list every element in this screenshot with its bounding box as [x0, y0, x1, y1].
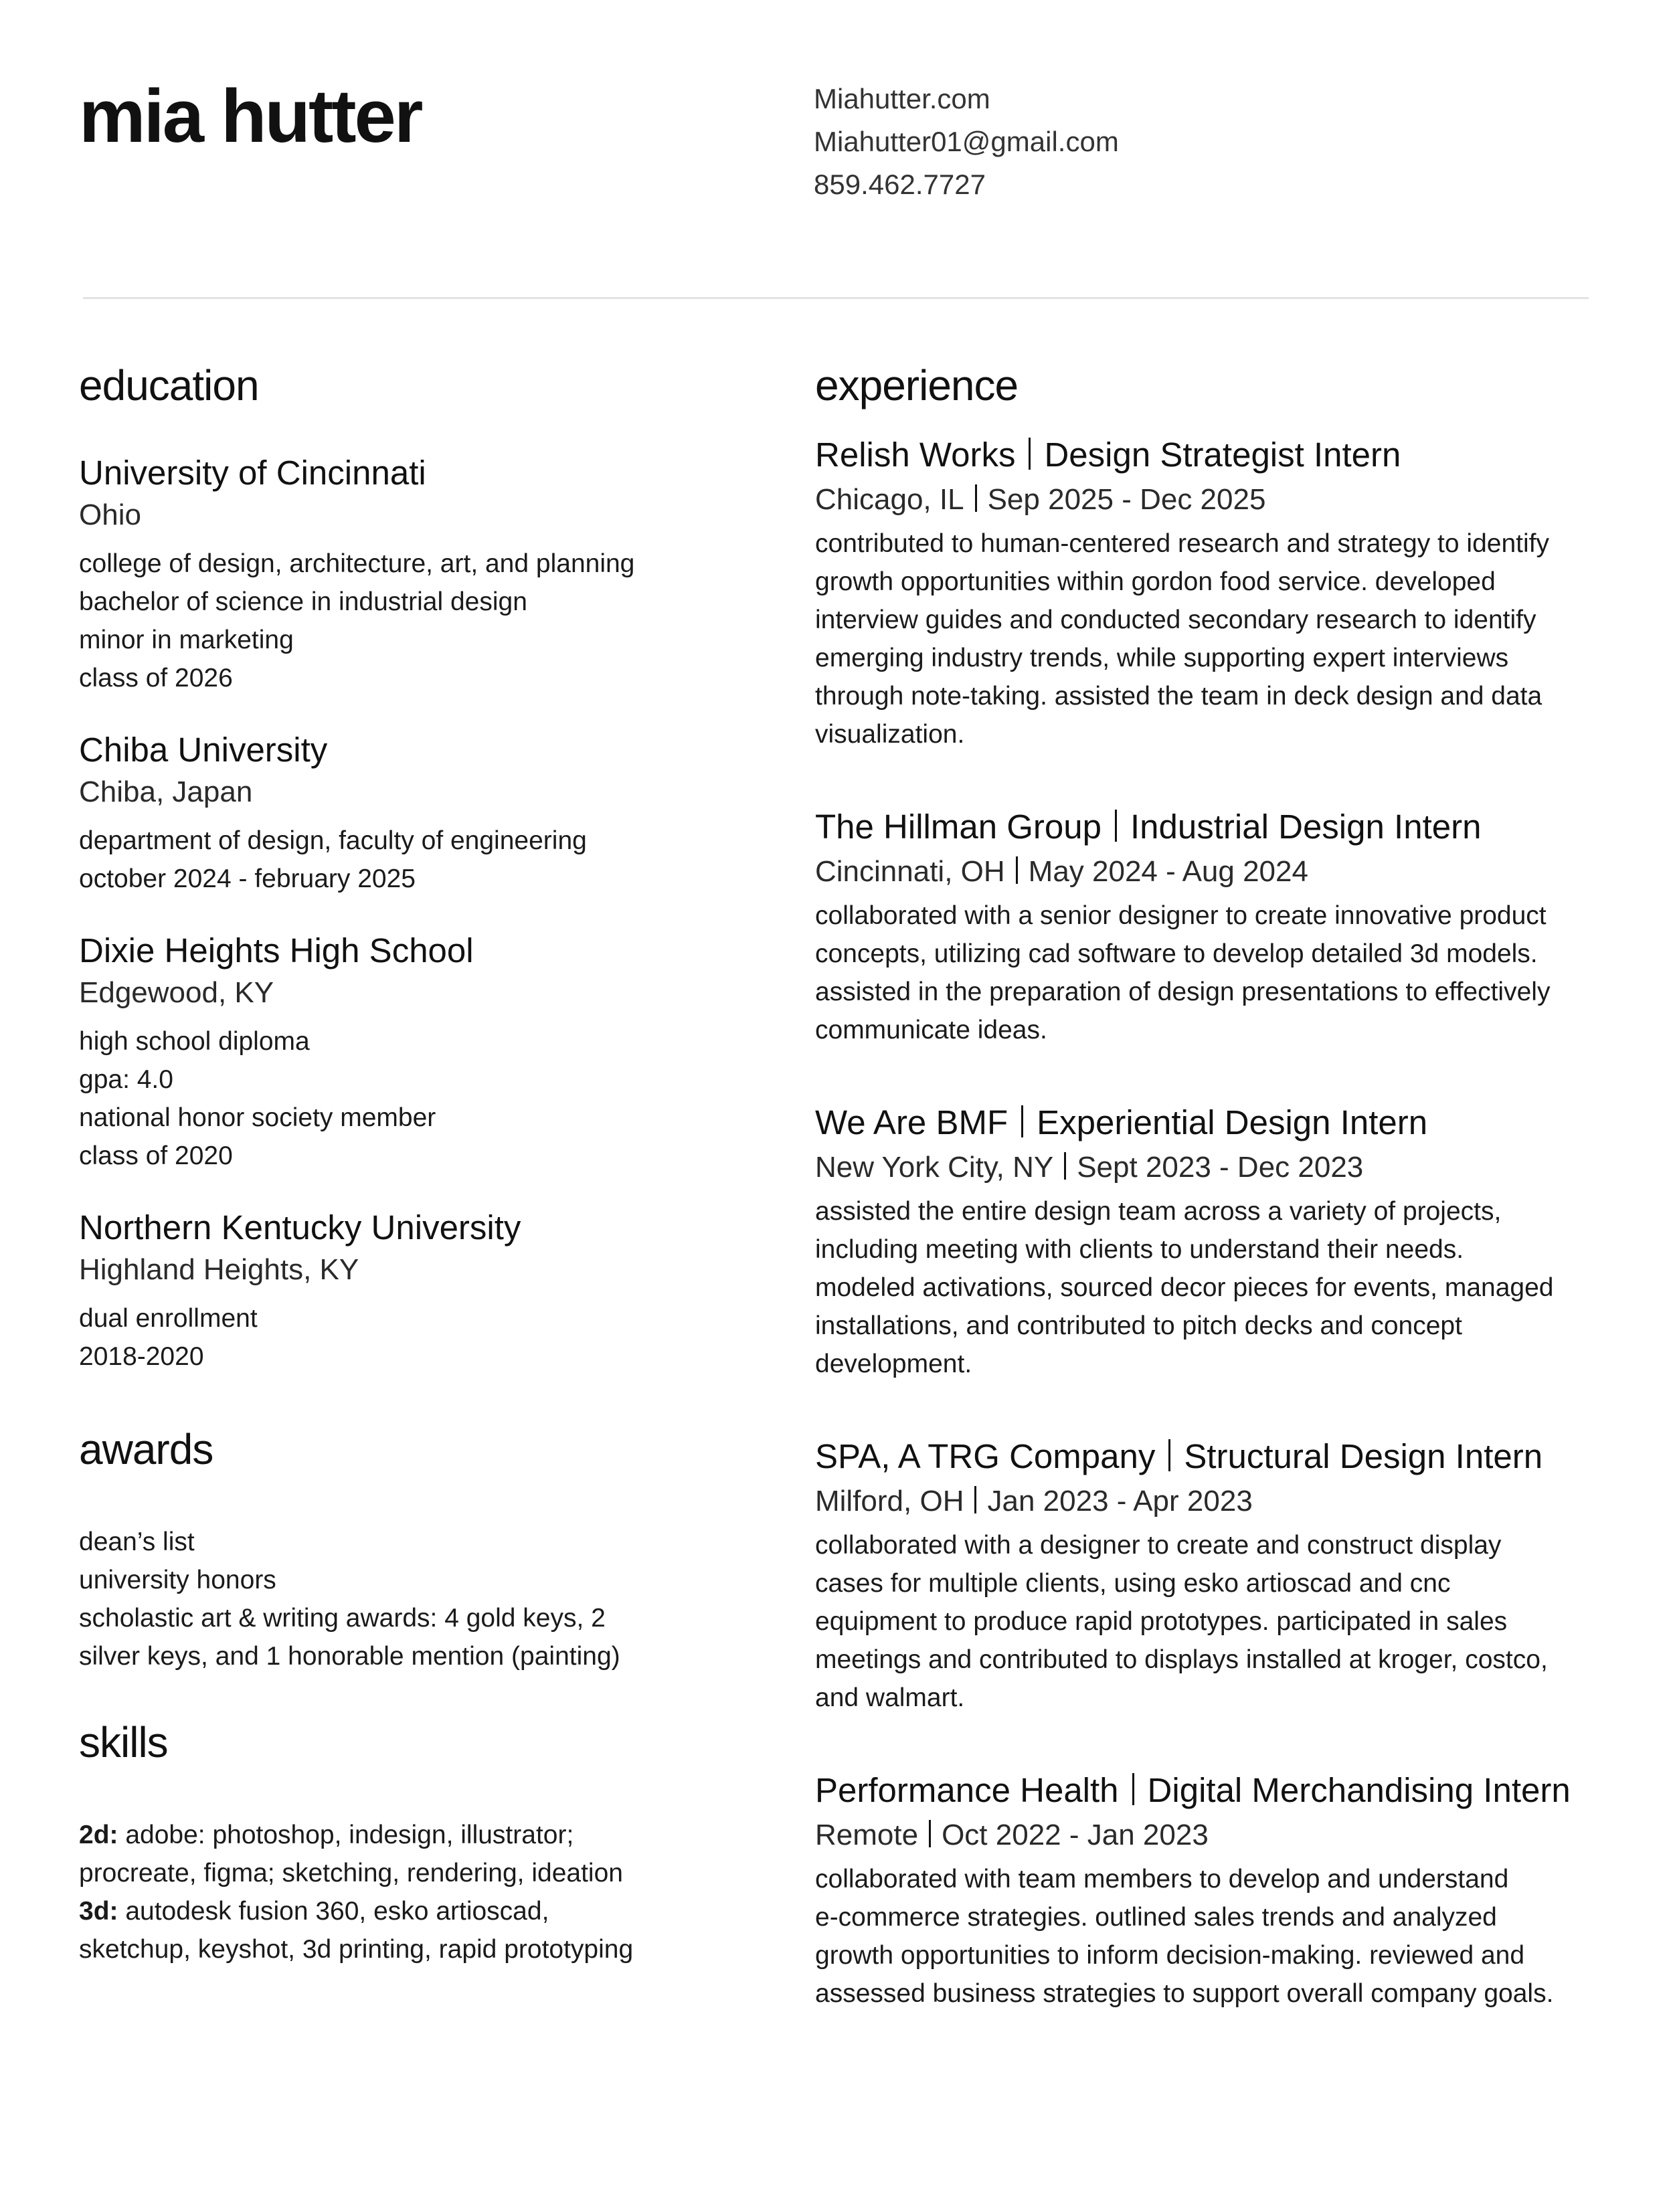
skill-text: autodesk fusion 360, esko artioscad, [118, 1897, 549, 1926]
job-description-line: collaborated with team members to develop and understand [815, 1865, 1509, 1894]
job-dates: Jan 2023 - Apr 2023 [987, 1485, 1253, 1517]
job-meta [815, 1478, 1605, 1525]
education-detail: national honor society member [79, 1103, 436, 1132]
job-description-line: through note-taking. assisted the team in deck design and data [815, 682, 1543, 711]
job-header [815, 1769, 1605, 1812]
job-description-line: installations, and contributed to pitch decks and concept [815, 1311, 1462, 1340]
job-role: Experiential Design Intern [1037, 1103, 1428, 1141]
skill-label-3d: 3d: [79, 1897, 118, 1926]
job-description-line: development. [815, 1350, 972, 1378]
education-item [79, 930, 748, 1175]
email-link[interactable]: Miahutter01@gmail.com [814, 126, 1119, 157]
job-meta [815, 1812, 1605, 1859]
separator-bar [1064, 1152, 1066, 1180]
job-location: Remote [815, 1819, 919, 1851]
education-detail: college of design, architecture, art, and planning [79, 549, 635, 578]
experience-item [815, 1769, 1605, 2013]
job-description-line: e-commerce strategies. outlined sales trends and analyzed [815, 1903, 1497, 1932]
job-meta [815, 1144, 1605, 1191]
job-header [815, 806, 1605, 848]
school-name: Chiba University [79, 731, 328, 769]
separator-bar [929, 1820, 931, 1848]
education-detail: bachelor of science in industrial design [79, 587, 527, 616]
experience-item [815, 434, 1605, 753]
resume-name: mia hutter [79, 74, 422, 158]
job-description-line: emerging industry trends, while supporting expert interviews [815, 644, 1509, 672]
job-meta [815, 848, 1605, 895]
right-column [815, 359, 1605, 2065]
school-location: Ohio [79, 498, 141, 531]
job-description-line: cases for multiple clients, using esko artioscad and cnc [815, 1569, 1451, 1598]
job-dates: Oct 2022 - Jan 2023 [942, 1819, 1209, 1851]
company-name: The Hillman Group [815, 808, 1102, 846]
job-location: New York City, NY [815, 1151, 1054, 1184]
phone-number: 859.462.7727 [814, 169, 986, 200]
skills-heading: skills [79, 1718, 168, 1766]
education-detail: high school diploma [79, 1027, 310, 1056]
school-name: University of Cincinnati [79, 454, 426, 492]
job-role: Digital Merchandising Intern [1147, 1771, 1571, 1809]
job-description-line: collaborated with a designer to create and construct display [815, 1531, 1502, 1560]
skill-text: adobe: photoshop, indesign, illustrator; [118, 1821, 574, 1849]
separator-bar [1132, 1773, 1134, 1805]
job-description-line: meetings and contributed to displays installed at kroger, costco, [815, 1645, 1548, 1674]
award-item: university honors [79, 1566, 276, 1594]
job-location: Milford, OH [815, 1485, 964, 1517]
job-role: Structural Design Intern [1184, 1437, 1543, 1475]
separator-bar [1021, 1105, 1023, 1137]
education-detail: october 2024 - february 2025 [79, 864, 416, 893]
job-description-line: growth opportunities to inform decision-making. reviewed and [815, 1941, 1525, 1970]
education-detail: class of 2026 [79, 664, 233, 693]
separator-bar [974, 1486, 976, 1514]
award-item: dean’s list [79, 1528, 195, 1556]
skill-text: procreate, figma; sketching, rendering, ideation [79, 1859, 623, 1887]
award-item: silver keys, and 1 honorable mention (painting) [79, 1642, 620, 1671]
education-detail: dual enrollment [79, 1304, 258, 1333]
education-detail: gpa: 4.0 [79, 1065, 173, 1094]
separator-bar [1168, 1439, 1170, 1471]
job-dates: Sep 2025 - Dec 2025 [987, 483, 1266, 516]
website-link[interactable]: Miahutter.com [814, 83, 990, 114]
company-name: Performance Health [815, 1771, 1119, 1809]
education-item [79, 1207, 748, 1376]
job-description-line: visualization. [815, 720, 965, 749]
job-role: Design Strategist Intern [1044, 436, 1401, 474]
company-name: SPA, A TRG Company [815, 1437, 1156, 1475]
job-description-line: assisted the entire design team across a variety of projects, [815, 1197, 1502, 1226]
job-description-line: collaborated with a senior designer to create innovative product [815, 901, 1547, 930]
job-description-line: communicate ideas. [815, 1016, 1047, 1044]
job-header [815, 1435, 1605, 1478]
company-name: We Are BMF [815, 1103, 1008, 1141]
school-location: Highland Heights, KY [79, 1253, 359, 1286]
job-header [815, 1101, 1605, 1144]
education-detail: 2018-2020 [79, 1342, 204, 1371]
header-divider [83, 297, 1589, 299]
job-description-line: growth opportunities within gordon food service. developed [815, 567, 1496, 596]
separator-bar [1029, 438, 1031, 470]
job-location: Chicago, IL [815, 483, 964, 516]
job-description-line: contributed to human-centered research and strategy to identify [815, 529, 1549, 558]
experience-item [815, 806, 1605, 1049]
job-description-line: concepts, utilizing cad software to develop detailed 3d models. [815, 939, 1538, 968]
experience-item [815, 1101, 1605, 1383]
school-location: Edgewood, KY [79, 976, 274, 1009]
skills-section [79, 1716, 748, 1968]
school-location: Chiba, Japan [79, 775, 253, 808]
job-header [815, 434, 1605, 476]
job-description-line: equipment to produce rapid prototypes. participated in sales [815, 1607, 1508, 1636]
awards-heading: awards [79, 1425, 213, 1473]
job-dates: May 2024 - Aug 2024 [1028, 855, 1308, 888]
school-name: Northern Kentucky University [79, 1208, 521, 1247]
job-dates: Sept 2023 - Dec 2023 [1077, 1151, 1364, 1184]
education-detail: class of 2020 [79, 1141, 233, 1170]
company-name: Relish Works [815, 436, 1016, 474]
left-column [79, 359, 748, 1968]
education-detail: department of design, faculty of engineering [79, 826, 587, 855]
job-role: Industrial Design Intern [1130, 808, 1482, 846]
experience-list [815, 434, 1605, 2013]
school-name: Dixie Heights High School [79, 931, 474, 970]
separator-bar [975, 484, 977, 513]
job-description-line: including meeting with clients to understand their needs. [815, 1235, 1464, 1264]
experience-heading: experience [815, 361, 1019, 409]
job-location: Cincinnati, OH [815, 855, 1005, 888]
job-meta [815, 476, 1605, 523]
job-description-line: modeled activations, sourced decor pieces for events, managed [815, 1273, 1554, 1302]
awards-section [79, 1422, 748, 1675]
job-description-line: interview guides and conducted secondary research to identify [815, 606, 1536, 634]
award-item: scholastic art & writing awards: 4 gold keys, 2 [79, 1604, 606, 1633]
education-heading: education [79, 361, 259, 409]
education-detail: minor in marketing [79, 626, 294, 654]
job-description-line: assessed business strategies to support overall company goals. [815, 1979, 1554, 2008]
skill-label-2d: 2d: [79, 1821, 118, 1849]
experience-item [815, 1435, 1605, 1717]
contact-info [814, 78, 1119, 206]
education-item [79, 729, 748, 898]
education-item [79, 452, 748, 697]
education-list [79, 452, 748, 1376]
separator-bar [1016, 856, 1018, 885]
separator-bar [1115, 810, 1117, 842]
skill-line-3d [79, 1892, 748, 1930]
skill-text: sketchup, keyshot, 3d printing, rapid prototyping [79, 1935, 634, 1964]
job-description-line: and walmart. [815, 1683, 965, 1712]
job-description-line: assisted in the preparation of design presentations to effectively [815, 978, 1551, 1006]
skill-line-2d [79, 1816, 748, 1854]
